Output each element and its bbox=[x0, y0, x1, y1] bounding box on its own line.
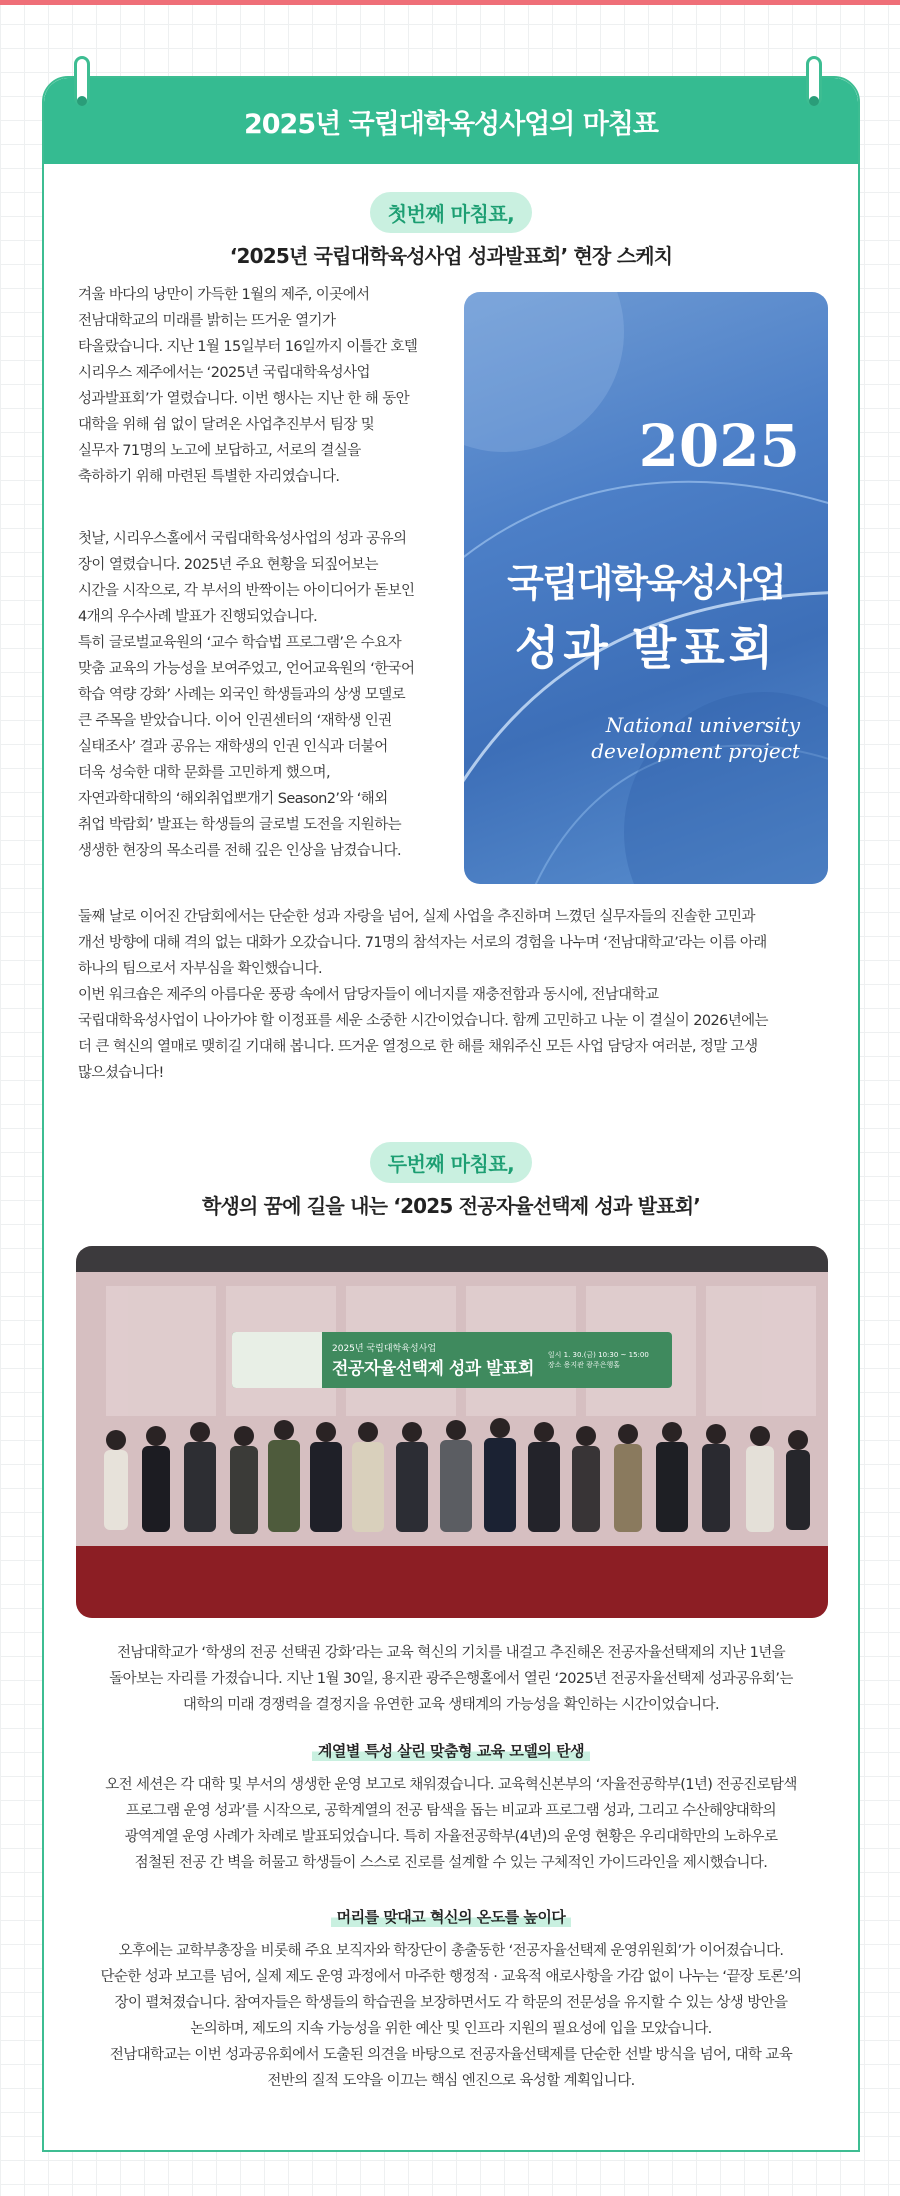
event-group-photo bbox=[76, 1246, 828, 1618]
section1-pill: 첫번째 마침표, bbox=[370, 192, 532, 233]
section1-title: ‘2025년 국립대학육성사업 성과발표회’ 현장 스케치 bbox=[229, 244, 673, 268]
text-line: 둘째 날로 이어진 간담회에서는 단순한 성과 자랑을 넘어, 실제 사업을 추진하며 느꼈던 실무자들의 진솔한 고민과 bbox=[78, 909, 755, 925]
section1-para2 bbox=[78, 526, 458, 864]
section1-pill-wrap bbox=[44, 192, 858, 233]
text-line: 자연과학대학의 ‘해외취업뽀개기 Season2’와 ‘해외 bbox=[78, 791, 388, 807]
subhead2-body-text bbox=[68, 1938, 834, 2094]
section1-para1 bbox=[78, 282, 458, 490]
text-line: 첫날, 시리우스홀에서 국립대학육성사업의 성과 공유의 bbox=[78, 531, 407, 547]
banner-main-title: 전공자율선택제 성과 발표회 bbox=[332, 1359, 534, 1379]
text-line: 개선 방향에 대해 격의 없는 대화가 오갔습니다. 71명의 참석자는 서로의 경험을 나누며 ‘전남대학교’라는 이름 아래 bbox=[78, 935, 767, 951]
text-line: 전남대학교의 미래를 밝히는 뜨거운 열기가 bbox=[78, 313, 336, 329]
text-line: 더욱 성숙한 대학 문화를 고민하게 했으며, bbox=[78, 765, 330, 781]
subhead1-body-text bbox=[68, 1772, 834, 1876]
poster-title-line1: 국립대학육성사업 bbox=[507, 561, 785, 605]
section2-intro-text bbox=[68, 1640, 834, 1718]
text-line: 학습 역량 강화’ 사례는 외국인 학생들과의 상생 모델로 bbox=[78, 687, 406, 703]
subhead-custom-education: 계열별 특성 살린 맞춤형 교육 모델의 탄생 bbox=[312, 1740, 590, 1761]
text-line: 취업 박람회’ 발표는 학생들의 글로벌 도전을 지원하는 bbox=[78, 817, 402, 833]
text-line: 프로그램 운영 성과’를 시작으로, 공학계열의 전공 탐색을 돕는 비교과 프로그램 성과, 그리고 수산해양대학의 bbox=[125, 1803, 777, 1819]
banner-info-date: 일시 1. 30.(금) 10:30 ~ 15:00 bbox=[547, 1351, 649, 1359]
text-line: 특히 글로벌교육원의 ‘교수 학습법 프로그램’은 수요자 bbox=[78, 635, 402, 651]
section1-para3 bbox=[78, 904, 828, 1086]
section2-pill: 두번째 마침표, bbox=[370, 1142, 532, 1183]
text-line: 전남대학교는 이번 성과공유회에서 도출된 의견을 바탕으로 전공자율선택제를 단순한 선발 방식을 넘어, 대학 교육 bbox=[109, 2047, 793, 2063]
text-line: 더 큰 혁신의 열매로 맺히길 기대해 봅니다. 뜨거운 열정으로 한 해를 채워주신 모든 사업 담당자 여러분, 정말 고생 bbox=[78, 1039, 758, 1055]
text-line: 실태조사’ 결과 공유는 재학생의 인권 인식과 더불어 bbox=[78, 739, 388, 755]
page-title: 2025년 국립대학육성사업의 마침표 bbox=[243, 108, 658, 140]
text-line: 4개의 우수사례 발표가 진행되었습니다. bbox=[78, 609, 318, 625]
event-banner bbox=[232, 1332, 672, 1388]
poster-english-line1: National university bbox=[605, 713, 800, 737]
ring-hole-right bbox=[809, 96, 819, 106]
text-line: 성과발표회’가 열렸습니다. 이번 행사는 지난 한 해 동안 bbox=[78, 391, 410, 407]
subhead1-wrap bbox=[44, 1740, 858, 1761]
poster-title-line2: 성과 발표회 bbox=[514, 621, 778, 675]
newsletter-card bbox=[42, 76, 860, 2152]
subhead-innovation: 머리를 맞대고 혁신의 온도를 높이다 bbox=[331, 1906, 572, 1927]
text-line: 하나의 팀으로서 자부심을 확인했습니다. bbox=[78, 961, 322, 977]
text-line: 전남대학교가 ‘학생의 전공 선택권 강화’라는 교육 혁신의 기치를 내걸고 추진해온 전공자율선택제의 지난 1년을 bbox=[116, 1645, 786, 1661]
poster-english-title bbox=[540, 712, 800, 764]
banner-illustration bbox=[232, 1332, 322, 1388]
card-header bbox=[44, 78, 858, 164]
text-line: 오전 세션은 각 대학 및 부서의 생생한 운영 보고로 채워졌습니다. 교육혁신본부의 ‘자율전공학부(1년) 전공진로탐색 bbox=[105, 1777, 797, 1793]
text-line: 점철된 전공 간 벽을 허물고 학생들이 스스로 진로를 설계할 수 있는 구체적인 가이드라인을 제시했습니다. bbox=[134, 1855, 768, 1871]
poster-english-line2: development project bbox=[591, 739, 800, 763]
section2-intro bbox=[68, 1640, 834, 1718]
text-line: 생생한 현장의 목소리를 전해 깊은 인상을 남겼습니다. bbox=[78, 843, 402, 859]
text-line: 돌아보는 자리를 가졌습니다. 지난 1월 30일, 용지관 광주은행홀에서 열린 ‘2025년 전공자율선택제 성과공유회’는 bbox=[109, 1671, 793, 1687]
banner-text bbox=[322, 1341, 534, 1379]
group-photo-illustration bbox=[76, 1246, 828, 1618]
text-line: 전반의 질적 도약을 이끄는 핵심 엔진으로 육성할 계획입니다. bbox=[267, 2073, 635, 2089]
poster-year: 2025 bbox=[638, 412, 800, 480]
text-line: 대학의 미래 경쟁력을 결정지을 유연한 교육 생태계의 가능성을 확인하는 시간이었습니다. bbox=[182, 1697, 720, 1713]
text-line: 이번 워크숍은 제주의 아름다운 풍광 속에서 담당자들이 에너지를 재충전함과 동시에, 전남대학교 bbox=[78, 987, 659, 1003]
ring-hole-left bbox=[77, 96, 87, 106]
text-line: 시리우스 제주에서는 ‘2025년 국립대학육성사업 bbox=[78, 365, 370, 381]
section2-pill-wrap bbox=[44, 1142, 858, 1183]
text-line: 겨울 바다의 낭만이 가득한 1월의 제주, 이곳에서 bbox=[78, 287, 370, 303]
text-line: 국립대학육성사업이 나아가야 할 이정표를 세운 소중한 시간이었습니다. 함께 고민하고 나눈 이 결실이 2026년에는 bbox=[78, 1013, 768, 1029]
subhead1-body bbox=[68, 1772, 834, 1876]
subhead2-wrap bbox=[44, 1906, 858, 1927]
performance-poster bbox=[464, 292, 828, 884]
text-line: 장이 펼쳐졌습니다. 참여자들은 학생들의 학습권을 보장하면서도 각 학문의 전문성을 유지할 수 있는 상생 방안을 bbox=[114, 1995, 788, 2011]
section1-para2-text bbox=[78, 526, 458, 864]
text-line: 논의하며, 제도의 지속 가능성을 위한 예산 및 인프라 지원의 필요성에 입을 모았습니다. bbox=[190, 2021, 712, 2037]
section1-para3-text bbox=[78, 904, 828, 1086]
text-line: 큰 주목을 받았습니다. 이어 인권센터의 ‘재학생 인권 bbox=[78, 713, 392, 729]
banner-info-place: 장소 용지관 광주은행홀 bbox=[547, 1361, 620, 1369]
text-line: 실무자 71명의 노고에 보답하고, 서로의 결실을 bbox=[78, 443, 361, 459]
banner-info bbox=[548, 1350, 649, 1370]
text-line: 많으셨습니다! bbox=[78, 1065, 164, 1081]
top-accent-strip bbox=[0, 0, 900, 5]
text-line: 시간을 시작으로, 각 부서의 반짝이는 아이디어가 돋보인 bbox=[78, 583, 415, 599]
text-line: 단순한 성과 보고를 넘어, 실제 제도 운영 과정에서 마주한 행정적 · 교육적 애로사항을 가감 없이 나누는 ‘끝장 토론’의 bbox=[100, 1969, 802, 1985]
text-line: 광역계열 운영 사례가 차례로 발표되었습니다. 특히 자율전공학부(4년)의 운영 현황은 우리대학만의 노하우로 bbox=[124, 1829, 778, 1845]
subhead2-body bbox=[68, 1938, 834, 2094]
text-line: 타올랐습니다. 지난 1월 15일부터 16일까지 이틀간 호텔 bbox=[78, 339, 418, 355]
banner-small-title: 2025년 국립대학육성사업 bbox=[332, 1344, 437, 1354]
section2-title: 학생의 꿈에 길을 내는 ‘2025 전공자율선택제 성과 발표회’ bbox=[201, 1194, 701, 1218]
text-line: 오후에는 교학부총장을 비롯해 주요 보직자와 학장단이 총출동한 ‘전공자율선택제 운영위원회’가 이어졌습니다. bbox=[118, 1943, 784, 1959]
text-line: 대학을 위해 쉼 없이 달려온 사업추진부서 팀장 및 bbox=[78, 417, 375, 433]
section1-para1-text bbox=[78, 282, 458, 490]
text-line: 맞춤 교육의 가능성을 보여주었고, 언어교육원의 ‘한국어 bbox=[78, 661, 415, 677]
text-line: 장이 열렸습니다. 2025년 주요 현황을 되짚어보는 bbox=[78, 557, 378, 573]
text-line: 축하하기 위해 마련된 특별한 자리였습니다. bbox=[78, 469, 340, 485]
